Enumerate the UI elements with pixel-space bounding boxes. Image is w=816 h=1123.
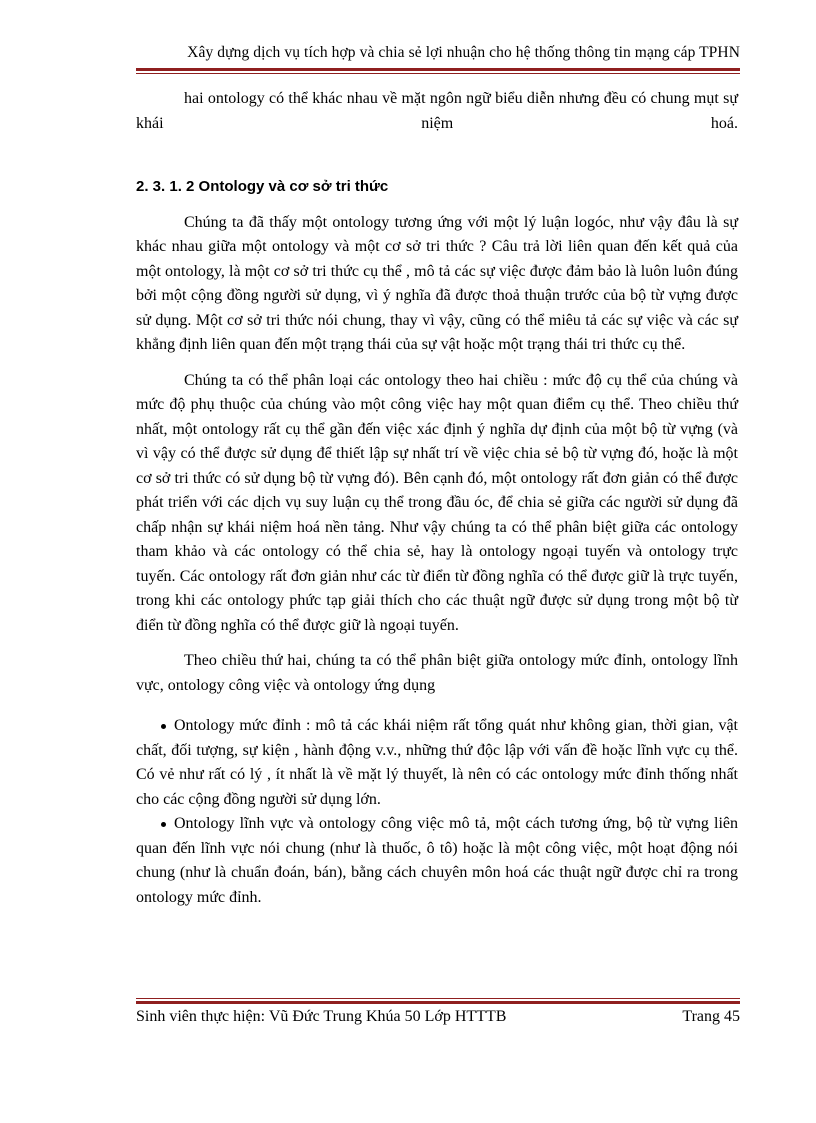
footer-rule <box>136 998 740 1004</box>
bullet-icon <box>161 724 166 729</box>
bullet-icon <box>161 822 166 827</box>
paragraph-3: Theo chiều thứ hai, chúng ta có thể phân biệt giữa ontology mức đỉnh, ontology lĩnh vực, ontology công việc và ontology ứng dụng <box>136 652 738 694</box>
paragraph-continuation: hai ontology có thể khác nhau về mặt ngôn ngữ biểu diễn nhưng đều có chung mụt sự khái niệm hoá. <box>136 90 738 132</box>
page-number: Trang 45 <box>682 1008 740 1025</box>
section-heading: 2. 3. 1. 2 Ontology và cơ sở tri thức <box>136 178 389 195</box>
bullet-item-domain-ontology: Ontology lĩnh vực và ontology công việc mô tả, một cách tương ứng, bộ từ vựng liên quan đến lĩnh vực nói chung (như là thuốc, ô tô) hoặc là một công việc, một hoạt động nói chung (như là chuẩn đoán, bán), bằng cách chuyên môn hoá các thuật ngữ được chỉ ra trong ontology mức đỉnh. <box>136 815 738 906</box>
running-footer <box>136 1008 740 1026</box>
paragraph-2: Chúng ta có thể phân loại các ontology theo hai chiều : mức độ cụ thể của chúng và mức độ phụ thuộc của chúng vào một công việc hay một quan điểm cụ thể. Theo chiều thứ nhất, một ontology rất cụ thể gần đến việc xác định ý nghĩa dự định của một bộ từ vựng (và vì vậy có thể được sử dụng để thiết lập sự nhất trí về việc chia sẻ bộ từ vựng đó, hoặc là một cơ sở tri thức có sử dụng bộ từ vựng đó). Bên cạnh đó, một ontology rất đơn giản có thể được phát triển với các dịch vụ suy luận cụ thể trong đầu óc, để chia sẻ giữa các người sử dụng đã chấp nhận sự khái niệm hoá nền tảng. Như vậy chúng ta có thể phân biệt giữa các ontology tham khảo và các ontology có thể chia sẻ, hay là ontology ngoại tuyến và ontology trực tuyến. Các ontology rất đơn giản như các từ điển từ đồng nghĩa có thể được giữ là trực tuyến, trong khi các ontology phức tạp giải thích cho các thuật ngữ được sử dụng trong một bộ từ điển từ đồng nghĩa có thể được giữ là ngoại tuyến. <box>136 371 738 634</box>
page-body <box>136 87 738 910</box>
header-rule <box>136 68 740 74</box>
running-header: Xây dựng dịch vụ tích hợp và chia sẻ lợi nhuận cho hệ thống thông tin mạng cáp TPHN <box>187 44 740 61</box>
bullet-item-upper-ontology: Ontology mức đỉnh : mô tả các khái niệm rất tổng quát như không gian, thời gian, vật chất, đối tượng, sự kiện , hành động v.v., những thứ độc lập với vấn đề hoặc lĩnh vực cụ thể. Có vẻ như rất có lý , ít nhất là về mặt lý thuyết, là nên có các ontology mức đỉnh thống nhất cho các cộng đồng người sử dụng lớn. <box>136 717 738 808</box>
paragraph-1: Chúng ta đã thấy một ontology tương ứng với một lý luận logóc, như vậy đâu là sự khác nhau giữa một ontology và một cơ sở tri thức ? Câu trả lời liên quan đến kết quả của một ontology, là một cơ sở tri thức cụ thể , mô tả các sự việc được đảm bảo là luôn luôn đúng bởi một cộng đồng người sử dụng, vì ý nghĩa đã được thoả thuận trước của bộ từ vựng được sử dụng. Một cơ sở tri thức nói chung, thay vì vậy, cũng có thể miêu tả các sự việc và các sự khẳng định liên quan đến một trạng thái của sự vật hoặc một trạng thái tri thức cụ thể. <box>136 213 738 353</box>
footer-author: Sinh viên thực hiện: Vũ Đức Trung Khúa 50 Lớp HTTTB <box>136 1008 507 1025</box>
bullet-list <box>136 714 738 910</box>
